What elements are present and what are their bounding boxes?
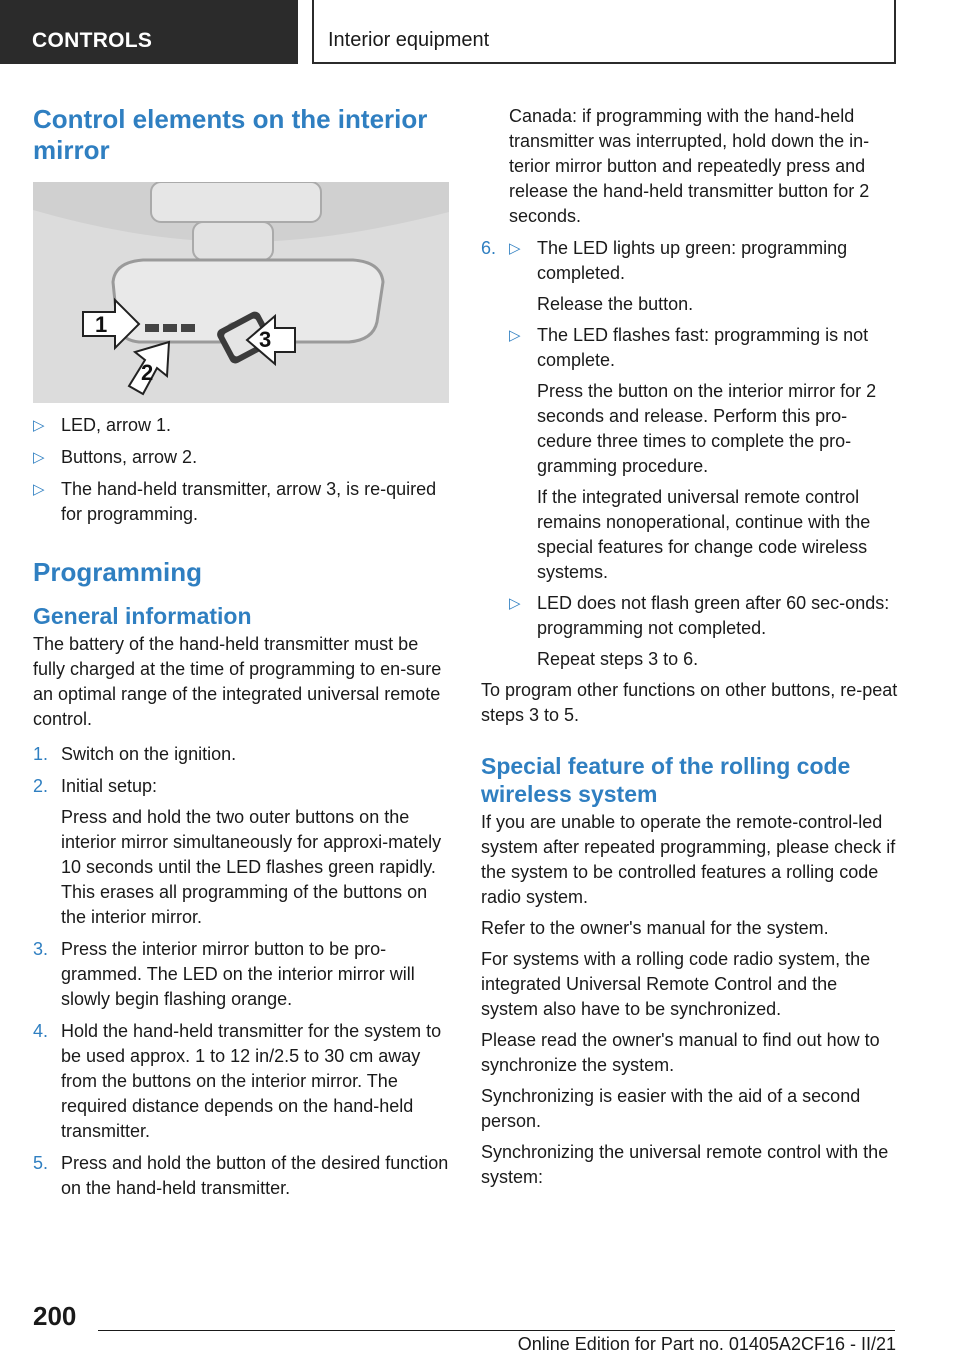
- paragraph: If you are unable to operate the remote-control-led system after repeated programming, please check if the system to be controlled features a rolling code radio system.: [481, 812, 896, 907]
- triangle-bullet-icon: ▷: [33, 481, 45, 498]
- canada-note: Canada: if programming with the hand-held transmitter was interrupted, hold down the in-terior mirror button and repeatedly press and release the hand-held transmitter button for 2 seconds.: [509, 106, 870, 226]
- outcome-text: LED does not flash green after 60 sec-onds: programming not completed.: [537, 593, 890, 638]
- arrow-label-2: 2: [141, 360, 154, 385]
- figure-legend: [33, 413, 449, 527]
- mirror-illustration: [33, 182, 449, 403]
- outcome-subtext: Repeat steps 3 to 6.: [537, 649, 699, 669]
- triangle-bullet-icon: ▷: [33, 417, 45, 434]
- section-tab: CONTROLS: [0, 0, 298, 64]
- list-item: [481, 236, 899, 672]
- section-title: Interior equipment: [312, 0, 896, 64]
- list-item-text: Buttons, arrow 2.: [61, 447, 198, 467]
- list-item: [509, 323, 899, 585]
- step-number: 4.: [33, 1021, 49, 1041]
- arrow-label-1: 1: [95, 312, 108, 337]
- general-information-text: The battery of the hand-held transmitter must be fully charged at the time of programming to en-sure an optimal range of the integrated universal remote control.: [33, 634, 442, 729]
- arrow-label-3: 3: [259, 327, 272, 352]
- triangle-bullet-icon: ▷: [509, 595, 521, 612]
- step-subtext: Press and hold the two outer buttons on the interior mirror simultaneously for approxi-mately 10 seconds until the LED flashes green rapidly. This erases all programming of the buttons on the interior mirror.: [61, 807, 442, 927]
- outcome-text: The LED flashes fast: programming is not complete.: [537, 325, 869, 370]
- list-item: [33, 1151, 449, 1201]
- programming-steps: [33, 742, 449, 1201]
- step6-outcomes: [509, 236, 899, 672]
- step-number: 3.: [33, 939, 49, 959]
- special-feature-heading: Special feature of the rolling code wireless system: [481, 753, 851, 807]
- paragraph: Please read the owner's manual to find out how to synchronize the system.: [481, 1030, 880, 1075]
- triangle-bullet-icon: ▷: [33, 449, 45, 466]
- step-number: 6.: [481, 238, 497, 258]
- other-functions-text: To program other functions on other buttons, re-peat steps 3 to 5.: [481, 680, 898, 725]
- list-item-text: The hand-held transmitter, arrow 3, is re-quired for programming.: [61, 479, 437, 524]
- general-information-heading: General information: [33, 603, 252, 629]
- step-number: 5.: [33, 1153, 49, 1173]
- left-column: [33, 100, 449, 1201]
- list-item: [33, 1019, 449, 1144]
- step-text: Press and hold the button of the desired function on the hand-held transmitter.: [61, 1153, 449, 1198]
- list-item: [33, 445, 449, 470]
- paragraph: Synchronizing the universal remote control with the system:: [481, 1142, 889, 1187]
- list-item: [509, 236, 899, 317]
- step-number: 1.: [33, 744, 49, 764]
- page-number: 200: [33, 1301, 77, 1331]
- footer-divider: [98, 1330, 895, 1331]
- list-item-text: LED, arrow 1.: [61, 415, 172, 435]
- page-title: Control elements on the interior mirror: [33, 104, 428, 165]
- paragraph: Synchronizing is easier with the aid of a second person.: [481, 1086, 861, 1131]
- triangle-bullet-icon: ▷: [509, 240, 521, 257]
- right-column: [481, 104, 899, 1190]
- outcome-subtext: Press the button on the interior mirror for 2 seconds and release. Perform this pro-cedure three times to complete the pro-gramming procedure.: [537, 381, 877, 476]
- paragraph: For systems with a rolling code radio system, the integrated Universal Remote Control and the system also have to be synchronized.: [481, 949, 871, 1019]
- list-item: [33, 742, 449, 767]
- mirror-illustration-svg: [33, 182, 449, 403]
- step-text: Hold the hand-held transmitter for the system to be used approx. 1 to 12 in/2.5 to 30 cm away from the buttons on the interior mirror. The required distance depends on the hand-held transmitter.: [61, 1021, 442, 1141]
- outcome-subtext: If the integrated universal remote control remains nonoperational, continue with the special features for change code wireless systems.: [537, 487, 871, 582]
- list-item: [33, 413, 449, 438]
- step-text: Switch on the ignition.: [61, 744, 237, 764]
- outcome-text: The LED lights up green: programming completed.: [537, 238, 848, 283]
- edition-text: Online Edition for Part no. 01405A2CF16 - II/21: [517, 1334, 896, 1354]
- step-text: Initial setup:: [61, 776, 158, 796]
- list-item: [509, 591, 899, 672]
- list-item: [33, 477, 449, 527]
- step-number: 2.: [33, 776, 49, 796]
- programming-heading: Programming: [33, 557, 203, 587]
- triangle-bullet-icon: ▷: [509, 327, 521, 344]
- list-item: [33, 937, 449, 1012]
- step-text: Press the interior mirror button to be pro-grammed. The LED on the interior mirror will slowly begin flashing orange.: [61, 939, 415, 1009]
- list-item: [33, 774, 449, 930]
- outcome-subtext: Release the button.: [537, 294, 694, 314]
- paragraph: Refer to the owner's manual for the system.: [481, 918, 829, 938]
